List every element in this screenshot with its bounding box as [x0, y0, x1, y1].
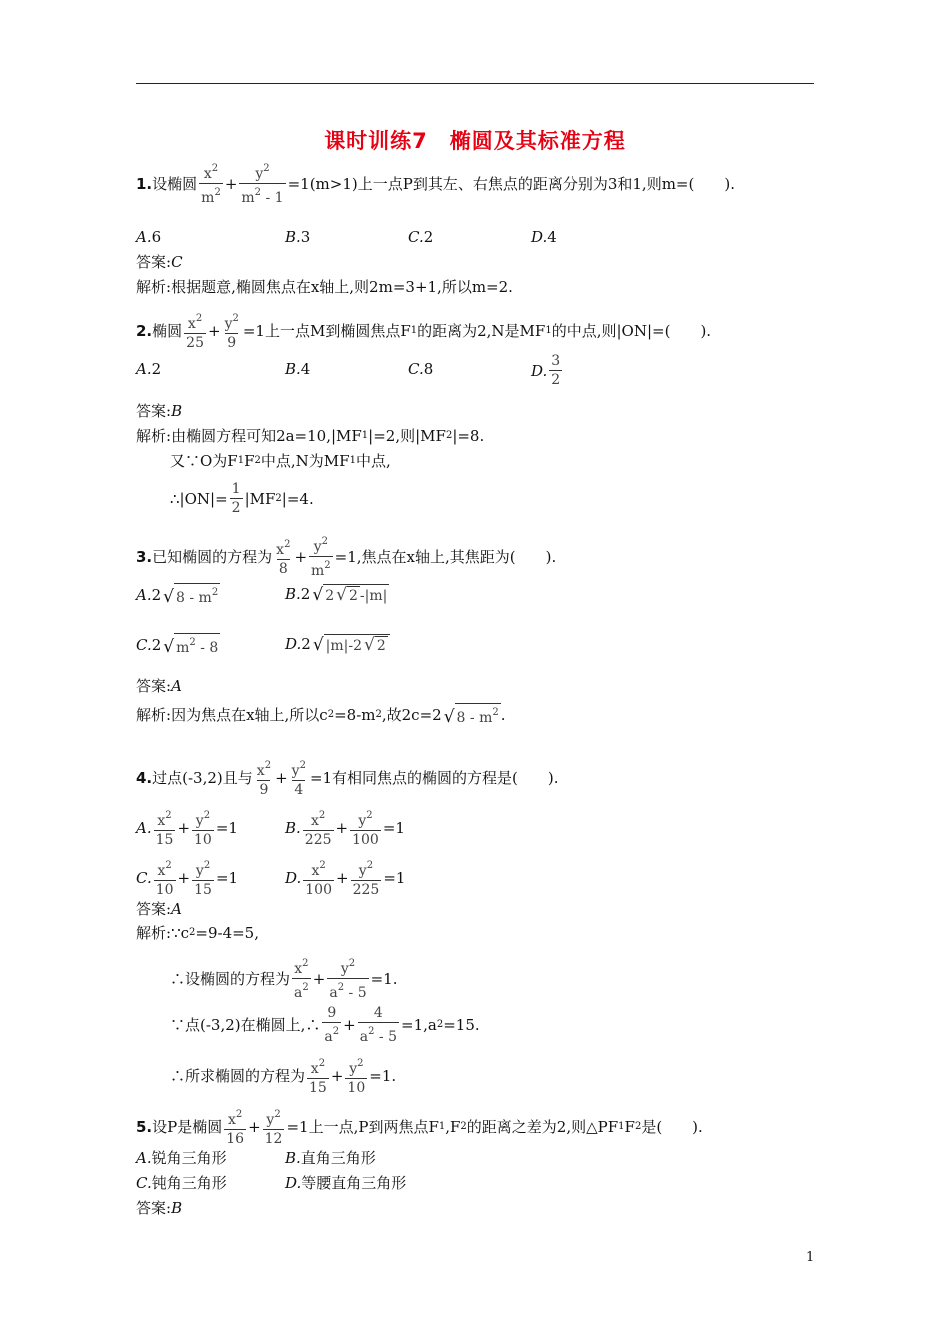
analysis-line: ∴|ON|= $\frac{1}{2}$ |MF 2 |=4.: [170, 481, 314, 516]
sqrt: √ $8 - m^2$: [163, 583, 220, 607]
fraction: $\frac{x^2}{16}$: [226, 1109, 245, 1147]
option-row: D. 4: [531, 228, 557, 246]
analysis-line: ∴设椭圆的方程为 $\frac{x^2}{a^2}$ + $\frac{y^2}{a^2 - 5}$ =1.: [170, 958, 398, 1001]
option-row: B. $\frac{x^2}{225}$ + $\frac{y^2}{100}$ =1: [285, 810, 405, 848]
option-row: C. 2: [408, 228, 434, 246]
answer-line: 答案: B: [136, 1199, 183, 1217]
option-row: C. 8: [408, 360, 434, 378]
question-4: 4. 过点(-3,2)且与 $\frac{x^2}{9}$ + $\frac{y^2}{4}$ =1有相同焦点的椭圆的方程是( ).: [136, 757, 559, 799]
option-row: C. 2 √ $m^2 - 8$: [136, 633, 220, 657]
question-5: 5. 设P是椭圆 $\frac{x^2}{16}$ + $\frac{y^2}{12}$ =1上一点,P到两焦点F 1 ,F 2 的距离之差为2,则△PF 1 F 2 是( ).: [136, 1106, 703, 1148]
page-number: 1: [806, 1250, 815, 1265]
fraction: $\frac{y^2}{9}$: [224, 313, 239, 351]
option-row: B. 3: [285, 228, 311, 246]
fraction: $\frac{x^2}{m^2}$: [201, 163, 221, 206]
option-row: D. 2 √ |m|-2 √ 2: [285, 633, 390, 655]
fraction: $\frac{y^2}{m^2}$: [311, 536, 331, 579]
analysis-line: 又∵O为F 1 F 2 中点,N为MF 1 中点,: [170, 452, 391, 470]
question-3: 3. 已知椭圆的方程为 $\frac{x^2}{8}$ + $\frac{y^2}{m^2}$ =1,焦点在x轴上,其焦距为( ).: [136, 533, 556, 580]
question-number: 3.: [136, 547, 153, 566]
option-row: A. 锐角三角形: [136, 1149, 227, 1167]
option-row: A. 2: [136, 360, 162, 378]
question-2: 2. 椭圆 $\frac{x^2}{25}$ + $\frac{y^2}{9}$ =1上一点M到椭圆焦点F 1 的距离为2,N是MF 1 的中点,则|ON|=( ).: [136, 310, 711, 352]
answer-line: 答案: A: [136, 900, 182, 918]
option-row: A. 2 √ $8 - m^2$: [136, 583, 220, 607]
option-row: B. 4: [285, 360, 311, 378]
analysis-line: 解析: 由椭圆方程可知2a=10,|MF 1 |=2,则|MF 2 |=8.: [136, 427, 485, 445]
header-rule: [136, 83, 814, 84]
fraction: $\frac{x^2}{9}$: [256, 760, 272, 798]
option-row: A. $\frac{x^2}{15}$ + $\frac{y^2}{10}$ =1: [136, 810, 238, 848]
sqrt: √ |m|-2 √ 2: [313, 634, 390, 655]
fraction: $\frac{3}{2}$: [551, 353, 561, 388]
fraction: $\frac{y^2}{12}$: [264, 1109, 283, 1147]
fraction: $\frac{y^2}{m^2 - 1}$: [241, 163, 284, 206]
option-row: D. $\frac{3}{2}$: [531, 353, 561, 388]
fraction: $\frac{x^2}{25}$: [186, 313, 204, 351]
analysis-line: ∴所求椭圆的方程为 $\frac{x^2}{15}$ + $\frac{y^2}{10}$ =1.: [170, 1058, 397, 1096]
analysis-line: 解析: ∵c 2 =9-4=5,: [136, 924, 259, 942]
option-row: C. $\frac{x^2}{10}$ + $\frac{y^2}{15}$ =1: [136, 860, 239, 898]
answer-line: 答案: A: [136, 677, 182, 695]
question-number: 5.: [136, 1118, 153, 1136]
answer-line: 答案: C: [136, 253, 183, 271]
fraction: $\frac{1}{2}$: [231, 481, 241, 516]
analysis-line: ∵点(-3,2)在椭圆上,∴ $\frac{9}{a^2}$ + $\frac{4}{a^2 - 5}$ =1,a 2 =15.: [170, 1005, 480, 1045]
analysis-line: 解析: 因为焦点在x轴上,所以c 2 =8-m 2 ,故2c=2 √ $8 - m^2$ .: [136, 703, 506, 727]
option-row: D. 等腰直角三角形: [285, 1174, 407, 1192]
sqrt: √ $m^2 - 8$: [163, 633, 220, 657]
question-number: 4.: [136, 769, 153, 787]
sqrt: √ $8 - m^2$: [444, 703, 501, 727]
fraction: $\frac{x^2}{8}$: [276, 538, 291, 577]
question-1: 1. 设椭圆 $\frac{x^2}{m^2}$ + $\frac{y^2}{m^2 - 1}$ =1(m>1)上一点P到其左、右焦点的距离分别为3和1,则m=( ).: [136, 160, 735, 207]
page-title: 课时训练7 椭圆及其标准方程: [324, 129, 626, 153]
question-number: 1.: [136, 174, 153, 193]
question-number: 2.: [136, 322, 153, 340]
analysis-line: 解析: 根据题意,椭圆焦点在x轴上,则2m=3+1,所以m=2.: [136, 278, 513, 296]
option-row: C. 钝角三角形: [136, 1174, 227, 1192]
sqrt: √ 2 √ 2 -|m|: [312, 584, 388, 605]
option-row: D. $\frac{x^2}{100}$ + $\frac{y^2}{225}$ =1: [285, 860, 406, 898]
option-row: A. 6: [136, 228, 162, 246]
answer-line: 答案: B: [136, 402, 183, 420]
option-row: B. 直角三角形: [285, 1149, 376, 1167]
fraction: $\frac{y^2}{4}$: [291, 760, 306, 798]
option-row: B. 2 √ 2 √ 2 -|m|: [285, 584, 388, 605]
